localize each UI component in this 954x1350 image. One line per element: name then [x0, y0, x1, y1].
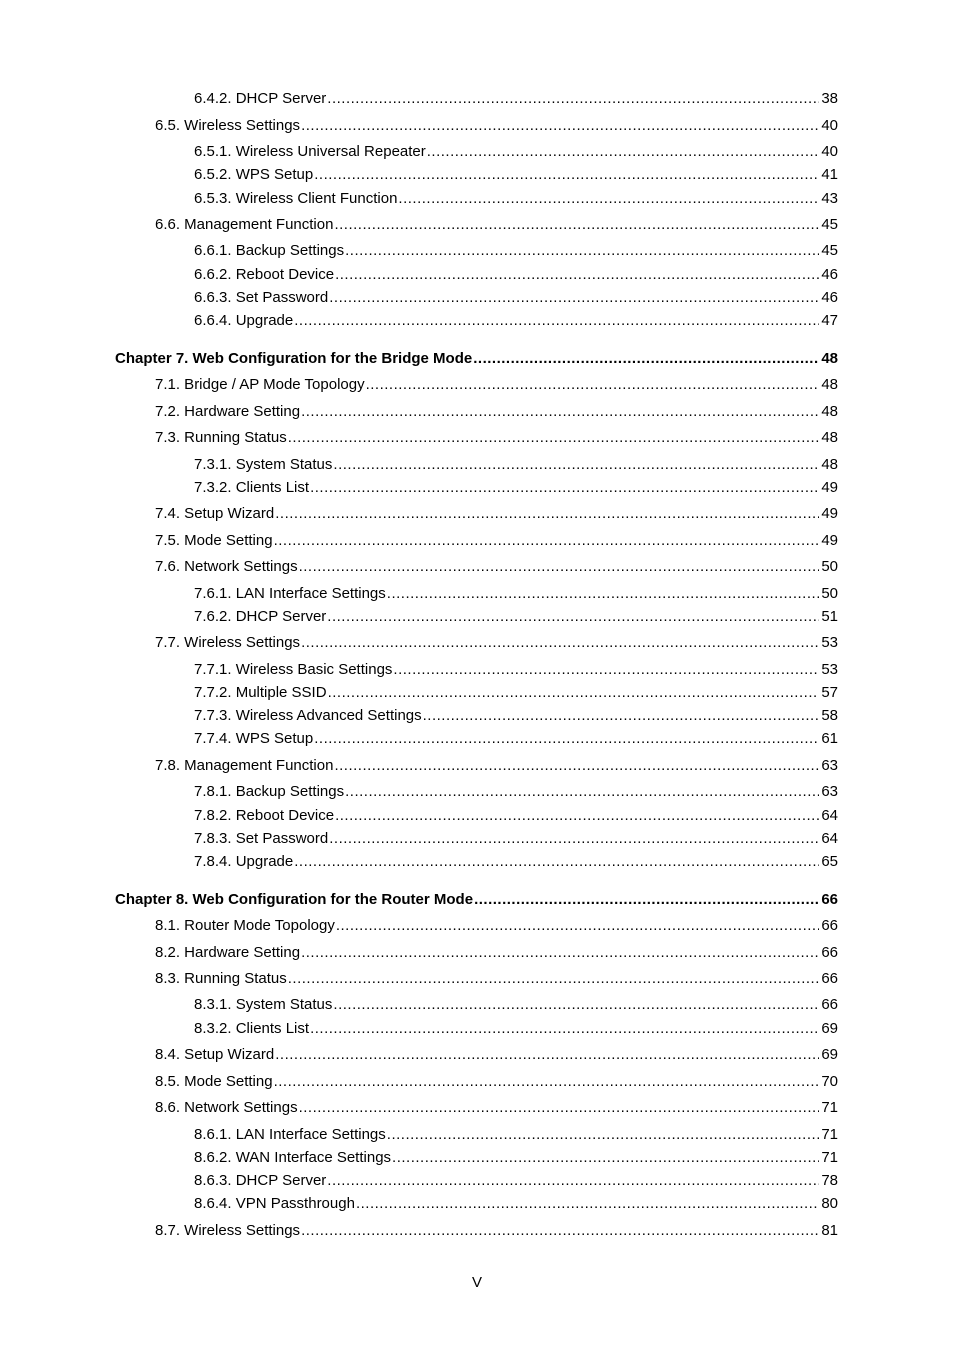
toc-entry-page-number: 48 [821, 456, 838, 473]
toc-entry-title: 6.5.1. Wireless Universal Repeater [194, 143, 426, 160]
toc-entry-chapter[interactable] [0, 891, 838, 909]
toc-entry-section[interactable] [0, 376, 838, 394]
toc-entry-page-number: 46 [821, 289, 838, 306]
toc-entry-title: 7.5. Mode Setting [155, 532, 273, 549]
toc-entry-title: 6.6.4. Upgrade [194, 312, 294, 329]
toc-dot-leader [310, 479, 819, 497]
toc-entry-title: 6.5.3. Wireless Client Function [194, 190, 398, 207]
toc-entry-page-number: 53 [821, 634, 838, 651]
toc-dot-leader [345, 783, 819, 801]
toc-entry-page-number: 71 [821, 1126, 838, 1143]
toc-entry-page-number: 78 [821, 1172, 838, 1189]
toc-entry-sub[interactable] [0, 1149, 838, 1167]
toc-dot-leader [310, 1020, 819, 1038]
toc-entry-section[interactable] [0, 970, 838, 988]
toc-entry-section[interactable] [0, 117, 838, 135]
toc-entry-title: 6.6.2. Reboot Device [194, 266, 335, 283]
toc-dot-leader [274, 532, 819, 550]
toc-entry-page-number: 71 [821, 1099, 838, 1116]
toc-entry-title: 7.7.4. WPS Setup [194, 730, 314, 747]
toc-entry-page-number: 70 [821, 1073, 838, 1090]
toc-entry-section[interactable] [0, 944, 838, 962]
toc-entry-title: 8.1. Router Mode Topology [155, 917, 335, 934]
toc-entry-page-number: 43 [821, 190, 838, 207]
toc-entry-page-number: 61 [821, 730, 838, 747]
toc-entry-page-number: 48 [821, 429, 838, 446]
toc-entry-title: 8.7. Wireless Settings [155, 1222, 301, 1239]
toc-entry-sub[interactable] [0, 1172, 838, 1190]
toc-dot-leader [294, 853, 819, 871]
toc-dot-leader [474, 891, 819, 909]
toc-entry-page-number: 57 [821, 684, 838, 701]
toc-dot-leader [392, 1149, 819, 1167]
toc-dot-leader [334, 757, 819, 775]
toc-entry-title: 7.6. Network Settings [155, 558, 298, 575]
toc-dot-leader [334, 216, 819, 234]
toc-entry-page-number: 63 [821, 757, 838, 774]
toc-entry-sub[interactable] [0, 807, 838, 825]
toc-dot-leader [299, 1099, 819, 1117]
toc-entry-sub[interactable] [0, 266, 838, 284]
toc-entry-title: 7.8.1. Backup Settings [194, 783, 345, 800]
toc-entry-sub[interactable] [0, 242, 838, 260]
toc-entry-section[interactable] [0, 403, 838, 421]
toc-entry-title: 7.3.2. Clients List [194, 479, 310, 496]
toc-entry-title: 6.6.3. Set Password [194, 289, 329, 306]
toc-entry-page-number: 49 [821, 479, 838, 496]
toc-entry-chapter[interactable] [0, 350, 838, 368]
toc-entry-page-number: 69 [821, 1046, 838, 1063]
toc-dot-leader [329, 289, 819, 307]
toc-dot-leader [314, 730, 819, 748]
toc-entry-title: 7.7. Wireless Settings [155, 634, 301, 651]
toc-dot-leader [387, 585, 819, 603]
toc-entry-title: 8.3. Running Status [155, 970, 287, 987]
toc-entry-sub[interactable] [0, 166, 838, 184]
toc-entry-section[interactable] [0, 216, 838, 234]
toc-entry-sub[interactable] [0, 190, 838, 208]
toc-entry-section[interactable] [0, 1073, 838, 1091]
toc-entry-title: 7.8.4. Upgrade [194, 853, 294, 870]
toc-entry-title: 8.3.2. Clients List [194, 1020, 310, 1037]
toc-entry-title: 7.6.1. LAN Interface Settings [194, 585, 386, 602]
toc-dot-leader [345, 242, 819, 260]
toc-entry-section[interactable] [0, 757, 838, 775]
toc-dot-leader [314, 166, 819, 184]
toc-entry-sub[interactable] [0, 1195, 838, 1213]
toc-entry-page-number: 69 [821, 1020, 838, 1037]
toc-dot-leader [288, 429, 819, 447]
toc-entry-page-number: 63 [821, 783, 838, 800]
toc-entry-sub[interactable] [0, 289, 838, 307]
toc-entry-title: 8.4. Setup Wizard [155, 1046, 275, 1063]
toc-entry-page-number: 66 [821, 917, 838, 934]
toc-entry-title: 8.6. Network Settings [155, 1099, 298, 1116]
toc-entry-sub[interactable] [0, 684, 838, 702]
toc-entry-page-number: 51 [821, 608, 838, 625]
toc-entry-page-number: 48 [821, 403, 838, 420]
toc-entry-page-number: 64 [821, 807, 838, 824]
toc-entry-title: 6.6.1. Backup Settings [194, 242, 345, 259]
toc-dot-leader [274, 1073, 819, 1091]
toc-entry-page-number: 50 [821, 558, 838, 575]
toc-entry-page-number: 81 [821, 1222, 838, 1239]
toc-entry-sub[interactable] [0, 830, 838, 848]
toc-entry-title: 7.4. Setup Wizard [155, 505, 275, 522]
toc-entry-sub[interactable] [0, 707, 838, 725]
toc-dot-leader [301, 634, 819, 652]
toc-entry-page-number: 66 [821, 996, 838, 1013]
toc-entry-page-number: 80 [821, 1195, 838, 1212]
toc-entry-sub[interactable] [0, 730, 838, 748]
toc-dot-leader [299, 558, 819, 576]
toc-entry-section[interactable] [0, 634, 838, 652]
toc-entry-sub[interactable] [0, 90, 838, 108]
toc-dot-leader [328, 684, 819, 702]
toc-entry-page-number: 40 [821, 117, 838, 134]
toc-entry-title: 8.6.3. DHCP Server [194, 1172, 327, 1189]
toc-entry-title: 8.5. Mode Setting [155, 1073, 273, 1090]
toc-entry-page-number: 50 [821, 585, 838, 602]
toc-entry-title: Chapter 7. Web Configuration for the Bridge Mode [115, 350, 473, 367]
toc-dot-leader [387, 1126, 819, 1144]
toc-entry-title: 6.4.2. DHCP Server [194, 90, 327, 107]
toc-entry-title: 7.1. Bridge / AP Mode Topology [155, 376, 365, 393]
toc-entry-page-number: 45 [821, 242, 838, 259]
toc-entry-sub[interactable] [0, 312, 838, 330]
toc-entry-section[interactable] [0, 1046, 838, 1064]
toc-dot-leader [327, 608, 819, 626]
toc-entry-title: 7.7.1. Wireless Basic Settings [194, 661, 393, 678]
toc-dot-leader [327, 1172, 819, 1190]
toc-entry-title: 8.6.4. VPN Passthrough [194, 1195, 355, 1212]
toc-entry-page-number: 65 [821, 853, 838, 870]
toc-dot-leader [333, 996, 819, 1014]
toc-entry-page-number: 66 [821, 970, 838, 987]
page-number: V [471, 1274, 482, 1291]
toc-entry-section[interactable] [0, 1099, 838, 1117]
toc-entry-sub[interactable] [0, 853, 838, 871]
toc-dot-leader [301, 1222, 819, 1240]
toc-entry-sub[interactable] [0, 1126, 838, 1144]
toc-entry-page-number: 47 [821, 312, 838, 329]
toc-entry-sub[interactable] [0, 783, 838, 801]
toc-entry-page-number: 64 [821, 830, 838, 847]
toc-entry-title: 8.6.2. WAN Interface Settings [194, 1149, 392, 1166]
toc-entry-sub[interactable] [0, 661, 838, 679]
toc-entry-title: 7.3.1. System Status [194, 456, 333, 473]
toc-dot-leader [333, 456, 819, 474]
toc-dot-leader [275, 505, 819, 523]
toc-entry-sub[interactable] [0, 479, 838, 497]
toc-entry-section[interactable] [0, 505, 838, 523]
toc-entry-title: 8.6.1. LAN Interface Settings [194, 1126, 386, 1143]
toc-dot-leader [393, 661, 819, 679]
toc-entry-page-number: 66 [821, 944, 838, 961]
toc-entry-title: 8.3.1. System Status [194, 996, 333, 1013]
toc-entry-title: Chapter 8. Web Configuration for the Router Mode [115, 891, 474, 908]
toc-entry-section[interactable] [0, 429, 838, 447]
toc-entry-page-number: 46 [821, 266, 838, 283]
toc-entry-page-number: 49 [821, 505, 838, 522]
toc-entry-page-number: 48 [821, 350, 838, 367]
toc-entry-page-number: 71 [821, 1149, 838, 1166]
toc-entry-page-number: 66 [821, 891, 838, 908]
toc-entry-title: 7.6.2. DHCP Server [194, 608, 327, 625]
toc-dot-leader [335, 266, 819, 284]
toc-entry-title: 7.8.3. Set Password [194, 830, 329, 847]
toc-dot-leader [427, 143, 819, 161]
toc-entry-page-number: 41 [821, 166, 838, 183]
toc-entry-sub[interactable] [0, 1020, 838, 1038]
toc-entry-page-number: 53 [821, 661, 838, 678]
toc-entry-page-number: 48 [821, 376, 838, 393]
toc-dot-leader [301, 117, 819, 135]
toc-entry-sub[interactable] [0, 143, 838, 161]
toc-entry-title: 6.5.2. WPS Setup [194, 166, 314, 183]
toc-dot-leader [327, 90, 819, 108]
toc-entry-sub[interactable] [0, 996, 838, 1014]
toc-entry-title: 7.7.2. Multiple SSID [194, 684, 327, 701]
toc-entry-title: 7.3. Running Status [155, 429, 287, 446]
toc-dot-leader [336, 917, 819, 935]
toc-entry-section[interactable] [0, 1222, 838, 1240]
toc-entry-section[interactable] [0, 558, 838, 576]
toc-dot-leader [398, 190, 819, 208]
toc-dot-leader [329, 830, 819, 848]
toc-dot-leader [356, 1195, 819, 1213]
toc-entry-page-number: 45 [821, 216, 838, 233]
toc-entry-page-number: 49 [821, 532, 838, 549]
toc-dot-leader [301, 403, 819, 421]
toc-entry-title: 7.7.3. Wireless Advanced Settings [194, 707, 422, 724]
toc-entry-title: 7.8. Management Function [155, 757, 334, 774]
toc-dot-leader [288, 970, 819, 988]
toc-entry-section[interactable] [0, 917, 838, 935]
toc-dot-leader [335, 807, 819, 825]
toc-entry-title: 7.8.2. Reboot Device [194, 807, 335, 824]
toc-entry-section[interactable] [0, 532, 838, 550]
toc-dot-leader [275, 1046, 819, 1064]
toc-dot-leader [294, 312, 819, 330]
toc-entry-title: 6.5. Wireless Settings [155, 117, 301, 134]
toc-dot-leader [301, 944, 819, 962]
toc-dot-leader [473, 350, 819, 368]
toc-dot-leader [366, 376, 819, 394]
toc-entry-page-number: 38 [821, 90, 838, 107]
toc-entry-title: 8.2. Hardware Setting [155, 944, 301, 961]
toc-entry-sub[interactable] [0, 608, 838, 626]
toc-entry-page-number: 40 [821, 143, 838, 160]
toc-entry-page-number: 58 [821, 707, 838, 724]
toc-entry-title: 7.2. Hardware Setting [155, 403, 301, 420]
toc-entry-title: 6.6. Management Function [155, 216, 334, 233]
toc-entry-sub[interactable] [0, 456, 838, 474]
toc-entry-sub[interactable] [0, 585, 838, 603]
toc-dot-leader [423, 707, 819, 725]
